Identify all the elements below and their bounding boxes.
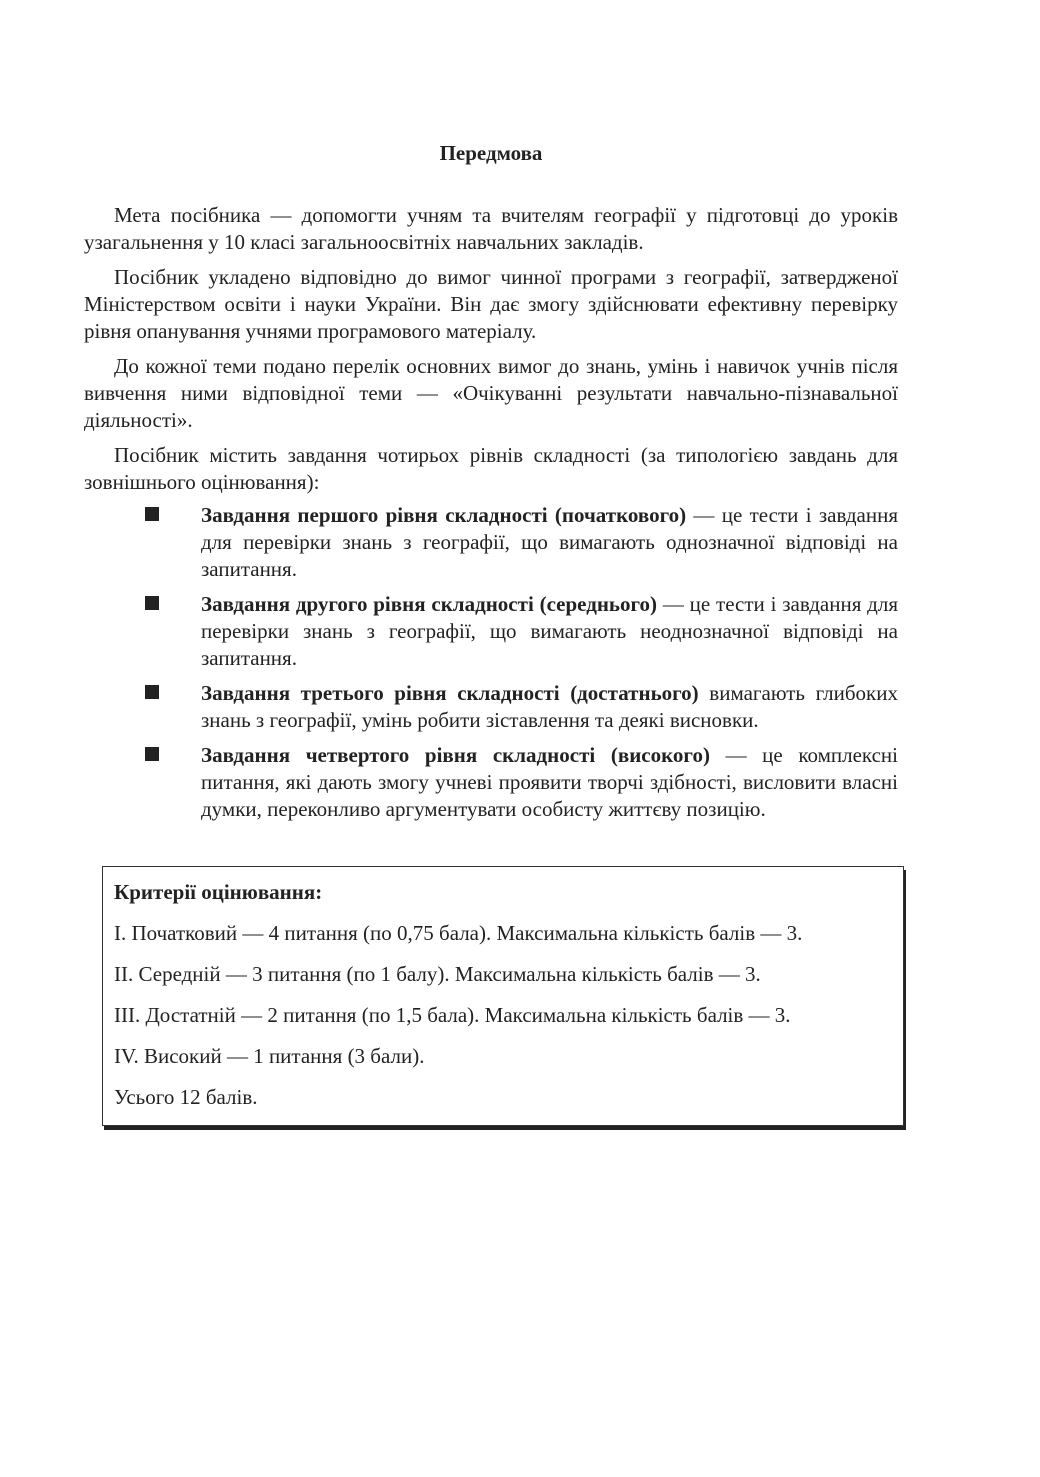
page-title: Передмова (439, 141, 543, 165)
paragraph-levels-intro: Посібник містить завдання чотирьох рівнів складності (за типологією завдань для зовнішнього оцінювання): (84, 443, 898, 494)
paragraph-purpose: Мета посібника — допомогти учням та вчителям географії у підготовці до уроків узагальнення у 10 класі загальноосвітніх навчальних закладів. (84, 203, 898, 254)
level-description: — це тести і завдання для перевірки знань з географії, що вимагають однозначної відповіді на запитання. (201, 503, 898, 581)
list-item (84, 680, 898, 734)
criteria-line-medium: II. Середній — 3 питання (по 1 балу). Максимальна кількість балів — 3. (114, 962, 761, 986)
paragraph-program: Посібник укладено відповідно до вимог чинної програми з географії, затвердженої Міністерством освіти і науки України. Він дає змогу здійснювати ефективну перевірку рівня опанування учнями програмового матеріалу. (84, 265, 898, 343)
levels-list (84, 502, 898, 823)
paragraph-requirements: До кожної теми подано перелік основних вимог до знань, умінь і навичок учнів після вивчення ними відповідної теми — «Очікуванні результати навчально-пізнавальної діяльності». (84, 354, 898, 432)
criteria-title: Критерії оцінювання: (114, 880, 323, 904)
square-bullet-icon (145, 747, 159, 761)
level-description: — це тести і завдання для перевірки знань з географії, що вимагають неоднозначної відповіді на запитання. (201, 592, 899, 670)
criteria-line-total: Усього 12 балів. (114, 1085, 258, 1109)
level-description: — це комплексні питання, які дають змогу учневі проявити творчі здібності, висловити власні думки, переконливо аргументувати особисту життєву позицію. (201, 743, 898, 821)
square-bullet-icon (145, 596, 159, 610)
square-bullet-icon (145, 507, 159, 521)
list-item (84, 502, 898, 583)
level-name: Завдання другого рівня складності (середнього) (201, 592, 658, 616)
level-description: вимагають глибоких знань з географії, умінь робити зіставлення та деякі висновки. (201, 681, 898, 732)
list-item (84, 591, 898, 672)
level-name: Завдання третього рівня складності (достатнього) (201, 681, 699, 705)
criteria-line-initial: I. Початковий — 4 питання (по 0,75 бала). Максимальна кількість балів — 3. (114, 921, 803, 945)
level-name: Завдання четвертого рівня складності (високого) (201, 743, 710, 767)
criteria-line-high: IV. Високий — 1 питання (3 бали). (114, 1044, 425, 1068)
criteria-line-sufficient: III. Достатній — 2 питання (по 1,5 бала). Максимальна кількість балів — 3. (114, 1003, 791, 1027)
main-content (84, 202, 898, 831)
list-item (84, 742, 898, 823)
square-bullet-icon (145, 685, 159, 699)
criteria-box (102, 866, 904, 1126)
level-name: Завдання першого рівня складності (початкового) (201, 503, 687, 527)
